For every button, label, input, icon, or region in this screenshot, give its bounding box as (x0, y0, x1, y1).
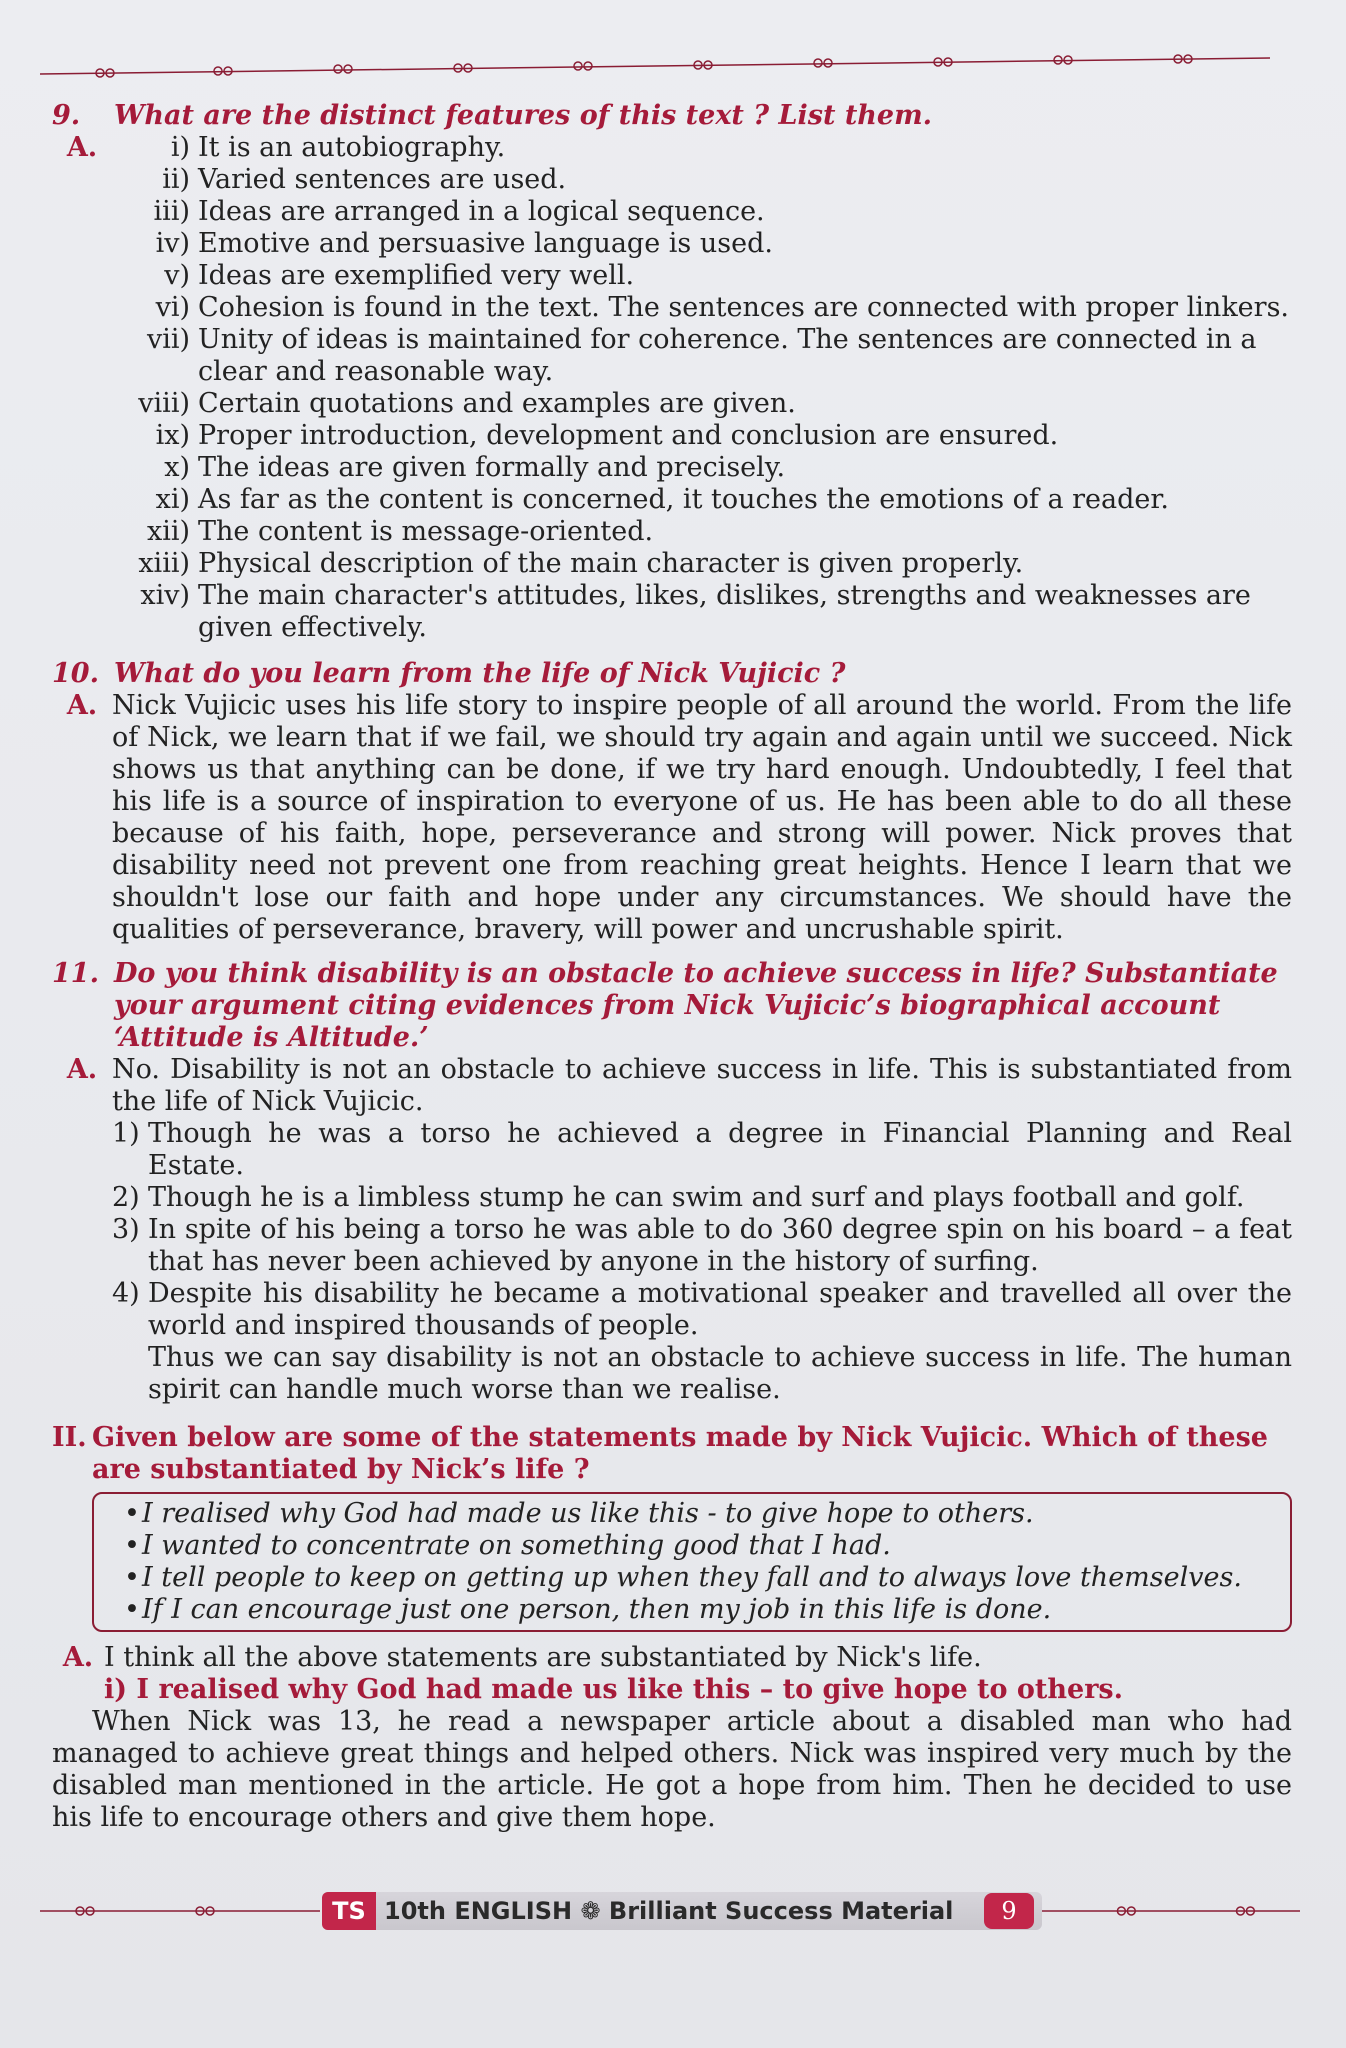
footer-ts-badge: TS (322, 1892, 376, 1930)
list-item: iv) Emotive and persuasive language is used. (155, 228, 773, 259)
footer-right-ornament (1042, 1900, 1300, 1922)
list-item: iii) Ideas are arranged in a logical sequence. (153, 196, 765, 227)
question-text: Do you think disability is an obstacle to achieve success in life? Substantiate your argument citing evidences from Nick Vujicic’s biographical account ‘Attitude is Altitude.’ (114, 958, 1278, 1053)
question-9 (52, 100, 1292, 132)
list-item: xiii) Physical description of the main character is given properly. (138, 548, 1024, 579)
list-item: xi) As far as the content is concerned, it touches the emotions of a reader. (155, 484, 1169, 515)
footer-title: 10th ENGLISH ❁ Brilliant Success Material (384, 1897, 954, 1925)
list-item: xii) The content is message-oriented. (146, 516, 654, 547)
list-item: v) Ideas are exemplified very well. (164, 260, 635, 291)
list-item: ii) Varied sentences are used. (162, 164, 567, 195)
list-item: xiv) The main character's attitudes, likes, dislikes, strengths and weaknesses are given effectively. (140, 580, 1251, 643)
page-number: 9 (984, 1893, 1034, 1929)
list-item: 1) Though he was a torso he achieved a degree in Financial Planning and Real Estate. (112, 1118, 1292, 1181)
question-text: What do you learn from the life of Nick Vujicic ? (114, 658, 846, 689)
bullet-icon: • (124, 1562, 140, 1593)
answer-intro: No. Disability is not an obstacle to achieve success in life. This is substantiated from the life of Nick Vujicic. (112, 1054, 1292, 1117)
top-decorative-rule (40, 52, 1270, 82)
answer-10 (52, 690, 1292, 946)
answer-conclusion: Thus we can say disability is not an obstacle to achieve success in life. The human spirit can handle much worse than we realise. (148, 1342, 1292, 1405)
list-item: i) It is an autobiography. (170, 132, 506, 163)
footer-left-ornament (40, 1900, 320, 1922)
statement-item: • I tell people to keep on getting up when they fall and to always love themselves. (124, 1562, 1242, 1593)
list-item: 2) Though he is a limbless stump he can swim and surf and plays football and golf. (112, 1182, 1245, 1213)
bullet-icon: • (124, 1594, 140, 1625)
question-number: 11. (52, 958, 99, 989)
footer-bar (322, 1892, 1042, 1930)
statement-item: • If I can encourage just one person, then my job in this life is done. (124, 1594, 1052, 1625)
question-number: 10. (52, 658, 99, 689)
list-item: ix) Proper introduction, development and conclusion are ensured. (155, 420, 1059, 451)
question-text: Given below are some of the statements made by Nick Vujicic. Which of these are substantiated by Nick’s life ? (92, 1422, 1268, 1485)
question-10 (52, 658, 1292, 690)
question-11 (52, 958, 1292, 1054)
question-number: 9. (52, 100, 81, 131)
list-item: 4) Despite his disability he became a motivational speaker and travelled all over the world and inspired thousands of people. (112, 1278, 1292, 1341)
answer-label: A. (66, 132, 98, 163)
question-text: What are the distinct features of this text ? List them. (114, 100, 933, 131)
question-number: II. (52, 1422, 87, 1453)
sub-heading: i) I realised why God had made us like this – to give hope to others. (104, 1674, 1124, 1705)
features-list (112, 132, 1292, 644)
statements-box (92, 1492, 1292, 1632)
list-item: vii) Unity of ideas is maintained for coherence. The sentences are connected in a clear and reasonable way. (146, 324, 1257, 387)
answer-text: Nick Vujicic uses his life story to inspire people of all around the world. From the life of Nick, we learn that if we fail, we should try again and again until we succeed. Nick shows us that anything can be done, if we try hard enough. Undoubtedly, I feel that his life is a source of inspiration to everyone of us. He has been able to do all these because of his faith, hope, perseverance and strong will power. Nick proves that disability need not prevent one from reaching great heights. Hence I learn that we shouldn't lose our faith and hope under any circumstances. We should have the qualities of perseverance, bravery, will power and uncrushable spirit. (112, 690, 1292, 945)
list-item: 3) In spite of his being a torso he was able to do 360 degree spin on his board – a feat that has never been achieved by anyone in the history of surfing. (112, 1214, 1292, 1277)
answer-11 (52, 1054, 1292, 1406)
sub-text: When Nick was 13, he read a newspaper article about a disabled man who had managed to achieve great things and helped others. Nick was inspired very much by the disabled man mentioned in the article. He got a hope from him. Then he decided to use his life to encourage others and give them hope. (52, 1706, 1292, 1833)
section-ii-question (52, 1422, 1292, 1486)
statement-item: • I wanted to concentrate on something good that I had. (124, 1530, 891, 1561)
answer-label: A. (62, 1642, 94, 1673)
bullet-icon: • (124, 1530, 140, 1561)
bullet-icon: • (124, 1498, 140, 1529)
list-item: vi) Cohesion is found in the text. The sentences are connected with proper linkers. (155, 292, 1290, 323)
answer-label: A. (66, 690, 98, 721)
evidence-list (112, 1118, 1292, 1342)
list-item: viii) Certain quotations and examples are given. (138, 388, 796, 419)
list-item: x) The ideas are given formally and precisely. (164, 452, 786, 483)
answer-9 (52, 132, 1292, 644)
page-footer (40, 1890, 1300, 1932)
statement-item: • I realised why God had made us like this - to give hope to others. (124, 1498, 1034, 1529)
answer-ii (52, 1642, 1292, 1834)
answer-intro: I think all the above statements are substantiated by Nick's life. (104, 1642, 982, 1673)
answer-label: A. (66, 1054, 98, 1085)
page-content (52, 100, 1292, 1834)
